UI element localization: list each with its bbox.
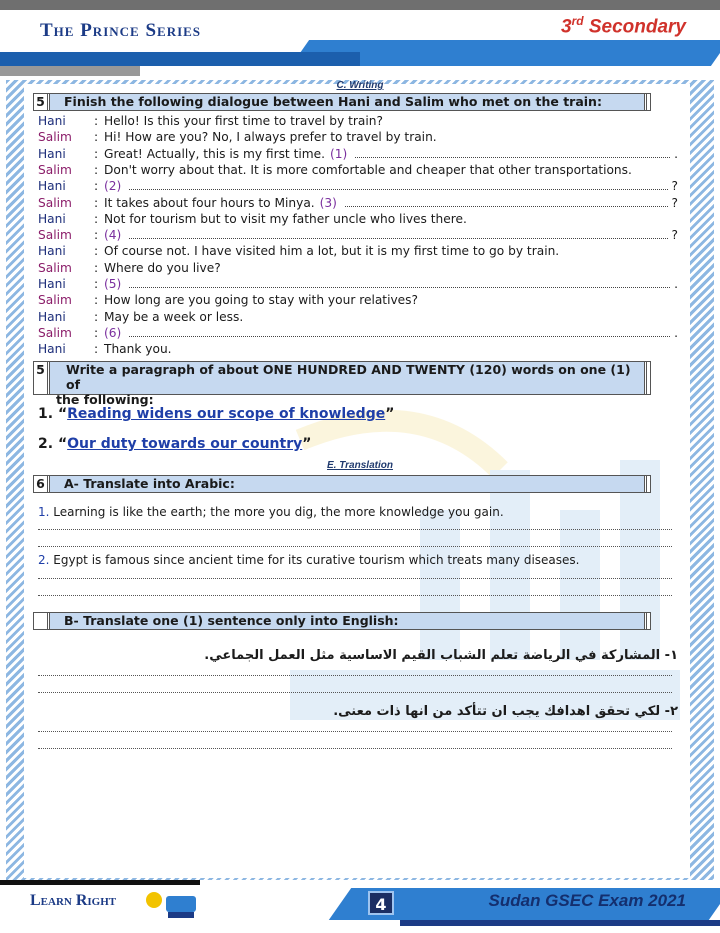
arabic-sentence-1: ١- المشاركة في الرياضة تعلم الشباب القيم الاساسية مثل العمل الجماعي.	[204, 648, 678, 663]
blank-number: (6)	[104, 325, 122, 340]
translate-b-bar	[33, 612, 651, 630]
dialogue-line	[38, 326, 678, 342]
question-instruction: Finish the following dialogue between Hani and Salim who met on the train:	[50, 94, 644, 110]
colon: :	[94, 277, 99, 291]
utterance: How long are you going to stay with your relatives?	[104, 293, 418, 308]
translate-sentence-2: 2. Egypt is famous since ancient time for its curative tourism which treats many diseases.	[38, 553, 580, 567]
utterance: May be a week or less.	[104, 309, 244, 324]
utterance: Thank you.	[104, 342, 172, 357]
dialogue-text	[104, 228, 678, 244]
dialogue-text	[104, 196, 678, 212]
translate-a-title: A- Translate into Arabic:	[50, 476, 644, 492]
answer-line[interactable]	[38, 731, 672, 732]
question-5-dialogue-bar	[33, 93, 651, 111]
question-6-bar	[33, 475, 651, 493]
page-number: 4	[368, 891, 394, 915]
utterance: Great! Actually, this is my first time.	[104, 146, 325, 161]
dialogue-line	[38, 277, 678, 293]
speaker-name: Hani	[38, 179, 66, 194]
utterance: Hello! Is this your first time to travel by train?	[104, 114, 383, 128]
utterance: Where do you live?	[104, 260, 221, 275]
section-translation-title: E. Translation	[327, 460, 393, 471]
dialogue-line	[38, 293, 678, 309]
dialogue-text	[104, 114, 678, 130]
speaker-name: Hani	[38, 114, 66, 128]
speaker-name: Salim	[38, 162, 72, 177]
end-punct: .	[674, 277, 678, 291]
dialogue-text	[104, 163, 678, 179]
answer-line[interactable]	[38, 692, 672, 693]
utterance: Of course not. I have visited him a lot, but it is my first time to go by train.	[104, 244, 560, 259]
speaker-name: Salim	[38, 325, 72, 340]
end-punct: ?	[671, 195, 678, 210]
blank-number: (2)	[104, 179, 122, 194]
colon: :	[94, 130, 99, 145]
dialogue-text	[104, 130, 678, 146]
question-5-paragraph-bar	[33, 361, 651, 407]
end-punct: ?	[671, 228, 678, 243]
dialogue-text	[104, 261, 678, 277]
answer-line[interactable]	[38, 748, 672, 749]
utterance: It takes about four hours to Minya.	[104, 195, 315, 210]
dialogue-line	[38, 147, 678, 163]
dialogue-line	[38, 130, 678, 146]
answer-blank[interactable]	[129, 230, 667, 239]
utterance: Don't worry about that. It is more comfortable and cheaper that other transportations.	[104, 162, 632, 177]
translate-sentence-1: 1. Learning is like the earth; the more you dig, the more knowledge you gain.	[38, 505, 504, 519]
dialogue-line	[38, 342, 678, 358]
page-header	[0, 0, 720, 80]
dialogue-line	[38, 212, 678, 228]
dialogue-text	[104, 179, 678, 195]
colon: :	[94, 146, 99, 161]
speaker-name: Salim	[38, 260, 72, 275]
colon: :	[94, 179, 99, 194]
colon: :	[94, 228, 99, 243]
utterance: Hi! How are you? No, I always prefer to travel by train.	[104, 130, 437, 145]
dialogue-line	[38, 114, 678, 130]
blank-number: (5)	[104, 277, 122, 291]
answer-line[interactable]	[38, 546, 672, 547]
learn-logo-icon	[140, 888, 200, 920]
answer-line[interactable]	[38, 595, 672, 596]
speaker-name: Hani	[38, 342, 66, 357]
question-instruction: Write a paragraph of about ONE HUNDRED AND TWENTY (120) words on one (1) of the following:	[50, 362, 644, 394]
arabic-sentence-2: ٢- لكي تحقق اهدافك يجب ان تتأكد من انها ذات معنى.	[333, 704, 678, 719]
colon: :	[94, 114, 99, 128]
dialogue-line	[38, 163, 678, 179]
colon: :	[94, 244, 99, 259]
question-number: 5	[34, 362, 50, 394]
colon: :	[94, 211, 99, 226]
speaker-name: Hani	[38, 309, 66, 324]
answer-blank[interactable]	[129, 279, 670, 288]
blank-number: (3)	[319, 195, 337, 210]
colon: :	[94, 162, 99, 177]
translate-b-title: B- Translate one (1) sentence only into English:	[50, 613, 644, 629]
end-punct: .	[674, 325, 678, 340]
speaker-name: Hani	[38, 244, 66, 259]
colon: :	[94, 260, 99, 275]
dialogue-text	[104, 326, 678, 342]
colon: :	[94, 293, 99, 308]
answer-line[interactable]	[38, 578, 672, 579]
colon: :	[94, 342, 99, 357]
dialogue-line	[38, 261, 678, 277]
colon: :	[94, 195, 99, 210]
dialogue-text	[104, 293, 678, 309]
dialogue-line	[38, 310, 678, 326]
dialogue-text	[104, 310, 678, 326]
answer-blank[interactable]	[345, 198, 668, 207]
speaker-name: Salim	[38, 130, 72, 145]
speaker-name: Hani	[38, 211, 66, 226]
exam-title: Sudan GSEC Exam 2021	[488, 891, 686, 910]
end-punct: ?	[671, 179, 678, 194]
dialogue-text	[104, 147, 678, 163]
colon: :	[94, 309, 99, 324]
dialogue-line	[38, 228, 678, 244]
series-title: The Prince Series	[40, 20, 202, 41]
speaker-name: Hani	[38, 146, 66, 161]
speaker-name: Salim	[38, 293, 72, 308]
speaker-name: Hani	[38, 277, 66, 291]
blank-number: (4)	[104, 228, 122, 243]
colon: :	[94, 325, 99, 340]
dialogue-line	[38, 179, 678, 195]
dialogue-line	[38, 244, 678, 260]
dialogue-text	[104, 277, 678, 293]
grade-label: 3rd Secondary	[560, 14, 686, 38]
speaker-name: Salim	[38, 228, 72, 243]
topic-2-link[interactable]: Our duty towards our country	[67, 436, 303, 452]
answer-line[interactable]	[38, 675, 672, 676]
blank-number: (1)	[330, 146, 348, 161]
brand-label: Learn Right	[30, 892, 117, 909]
dialogue-line	[38, 196, 678, 212]
topic-2: 2. “Our duty towards our country”	[38, 436, 312, 452]
topic-1: 1. “Reading widens our scope of knowledge”	[38, 406, 395, 422]
answer-blank[interactable]	[129, 181, 667, 190]
section-writing-title: C. Writing	[336, 80, 384, 91]
dialogue-text	[104, 342, 678, 358]
speaker-name: Salim	[38, 195, 72, 210]
dialogue-text	[104, 244, 678, 260]
answer-line[interactable]	[38, 529, 672, 530]
answer-blank[interactable]	[129, 328, 670, 337]
dialogue-text	[104, 212, 678, 228]
utterance: Not for tourism but to visit my father uncle who lives there.	[104, 211, 467, 226]
question-number: 5	[34, 94, 50, 110]
end-punct: .	[674, 146, 678, 161]
topic-1-link[interactable]: Reading widens our scope of knowledge	[67, 406, 386, 422]
question-number: 6	[34, 476, 50, 492]
answer-blank[interactable]	[355, 149, 670, 158]
